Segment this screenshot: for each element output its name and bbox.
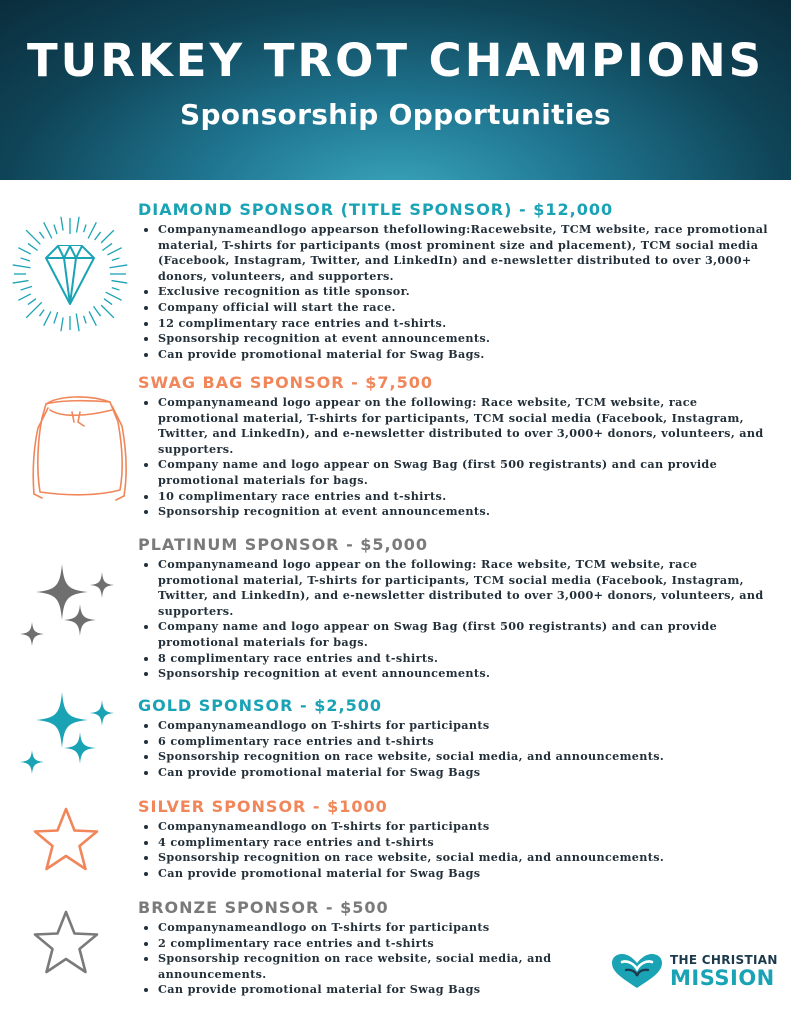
- section-title: SWAG BAG SPONSOR - $7,500: [138, 373, 434, 392]
- diamond-ray: [89, 311, 96, 325]
- list-item: • Sponsorship recognition at event announcements.: [158, 666, 778, 682]
- logo-line-1: THE CHRISTIAN: [670, 953, 778, 967]
- section-title: PLATINUM SPONSOR - $5,000: [138, 535, 429, 554]
- diamond-ray: [107, 248, 121, 255]
- diamond-ray: [54, 312, 58, 323]
- diamond-sponsor-section: [138, 200, 778, 362]
- diamond-ray: [110, 265, 128, 268]
- bronze-sponsor-section: [138, 898, 578, 998]
- diamond-ray: [13, 281, 29, 284]
- silver-sponsor-section: [138, 797, 778, 881]
- section-title: BRONZE SPONSOR - $500: [138, 898, 389, 917]
- list-item: • 10 complimentary race entries and t-shirts.: [158, 489, 778, 505]
- logo-line-2: MISSION: [670, 966, 775, 990]
- diamond-ray: [54, 225, 57, 235]
- header-banner: [0, 0, 791, 180]
- diamond-ray: [44, 222, 52, 238]
- list-item: • 6 complimentary race entries and t-shirts: [158, 734, 778, 750]
- diamond-ray: [104, 299, 112, 305]
- section-title: SILVER SPONSOR - $1000: [138, 797, 388, 816]
- diamond-ray: [61, 217, 63, 231]
- diamond-ray: [84, 316, 86, 324]
- diamond-ray: [112, 258, 120, 260]
- gold-sponsor-section: [138, 696, 778, 780]
- diamond-ray: [61, 317, 63, 331]
- drawstring-bag-icon: [28, 388, 138, 504]
- benefit-list: [138, 819, 778, 881]
- list-item: • 8 complimentary race entries and t-shirts.: [158, 651, 778, 667]
- diamond-ray: [106, 292, 122, 300]
- list-item: • 12 complimentary race entries and t-shirts.: [158, 316, 778, 332]
- diamond-ray: [39, 232, 44, 238]
- list-item: • 2 complimentary race entries and t-shirts: [158, 936, 578, 952]
- christian-mission-logo: [608, 952, 778, 992]
- list-item: • Sponsorship recognition on race website, social media, and announcements.: [158, 850, 778, 866]
- diamond-ray: [26, 230, 40, 244]
- benefit-list: [138, 395, 778, 520]
- diamond-ray: [76, 314, 79, 332]
- diamond-ray: [101, 305, 114, 318]
- diamond-ray: [77, 217, 80, 233]
- list-item: • Companynameandlogo appearson thefollowing:Racewebsite, TCM website, race promotional material, T-shirts for participants (most prominent size and placement), TCM social media (Facebook, Instagram, Twitter, and LinkedIn) and e-newsletter distributed to over 3,000+ donors, volunteers, and supporters.: [158, 222, 778, 284]
- list-item: • Sponsorship recognition on race website, social media, and announcements.: [158, 749, 778, 765]
- list-item: • Sponsorship recognition at event announcements.: [158, 504, 778, 520]
- list-item: • Sponsorship recognition at event announcements.: [158, 331, 778, 347]
- sparkles-icon: [14, 688, 124, 788]
- diamond-ray: [18, 294, 30, 300]
- diamond-ray: [111, 281, 127, 284]
- diamond-ray: [84, 225, 86, 233]
- section-title: GOLD SPONSOR - $2,500: [138, 696, 382, 715]
- list-item: • Can provide promotional material for Swag Bags: [158, 866, 778, 882]
- list-item: • Company name and logo appear on Swag Bag (first 500 registrants) and can provide promotional materials for bags.: [158, 457, 778, 488]
- section-title: DIAMOND SPONSOR (TITLE SPONSOR) - $12,000: [138, 200, 614, 219]
- benefit-list: [138, 920, 578, 998]
- list-item: • Companynameandlogo on T-shirts for participants: [158, 718, 778, 734]
- list-item: • Companynameandlogo on T-shirts for participants: [158, 920, 578, 936]
- platinum-sponsor-section: [138, 535, 778, 682]
- list-item: • 4 complimentary race entries and t-shirts: [158, 835, 778, 851]
- list-item: • Can provide promotional material for Swag Bags.: [158, 347, 778, 363]
- heart-logo-icon: [608, 952, 666, 992]
- list-item: • Companynameandlogo on T-shirts for participants: [158, 819, 778, 835]
- star-icon: [30, 908, 102, 978]
- list-item: • Company name and logo appear on Swag Bag (first 500 registrants) and can provide promotional materials for bags.: [158, 619, 778, 650]
- diamond-ray: [28, 243, 38, 250]
- diamond-ray: [13, 265, 31, 268]
- diamond-ray: [21, 258, 31, 261]
- list-item: • Can provide promotional material for Swag Bags: [158, 982, 578, 998]
- star-icon: [30, 805, 102, 875]
- benefit-list: [138, 557, 778, 682]
- benefit-list: [138, 718, 778, 780]
- diamond-ray: [18, 248, 30, 254]
- list-item: • Can provide promotional material for Swag Bags: [158, 765, 778, 781]
- diamond-ray: [101, 230, 114, 243]
- diamond-ray: [112, 288, 120, 290]
- diamond-ray: [44, 311, 51, 325]
- diamond-ray: [39, 310, 44, 316]
- list-item: • Companynameand logo appear on the following: Race website, TCM website, race promotional material, T-shirts for participants, TCM social media (Facebook, Instagram, Twitter, and LinkedIn), and e-newsletter distributed to over 3,000+ donors, volunteers, and supporters.: [158, 395, 778, 457]
- diamond-icon: [8, 212, 132, 336]
- list-item: • Sponsorship recognition on race website, social media, and announcements.: [158, 951, 578, 982]
- diamond-ray: [88, 222, 96, 238]
- list-item: • Companynameand logo appear on the following: Race website, TCM website, race promotional material, T-shirts for participants, TCM social media (Facebook, Instagram, Twitter, and LinkedIn), and e-newsletter distributed to over 3,000+ donors, volunteers, and supporters.: [158, 557, 778, 619]
- swag-bag-sponsor-section: [138, 373, 778, 520]
- list-item: • Company official will start the race.: [158, 300, 778, 316]
- diamond-ray: [94, 306, 101, 316]
- diamond-ray: [102, 243, 112, 250]
- sparkles-icon: [14, 560, 124, 660]
- diamond-ray: [95, 232, 101, 240]
- benefit-list: [138, 222, 778, 362]
- page-subtitle: Sponsorship Opportunities: [180, 98, 611, 131]
- page-title: TURKEY TROT CHAMPIONS: [26, 34, 765, 87]
- diamond-ray: [21, 286, 32, 290]
- diamond-ray: [28, 299, 36, 305]
- list-item: • Exclusive recognition as title sponsor.: [158, 284, 778, 300]
